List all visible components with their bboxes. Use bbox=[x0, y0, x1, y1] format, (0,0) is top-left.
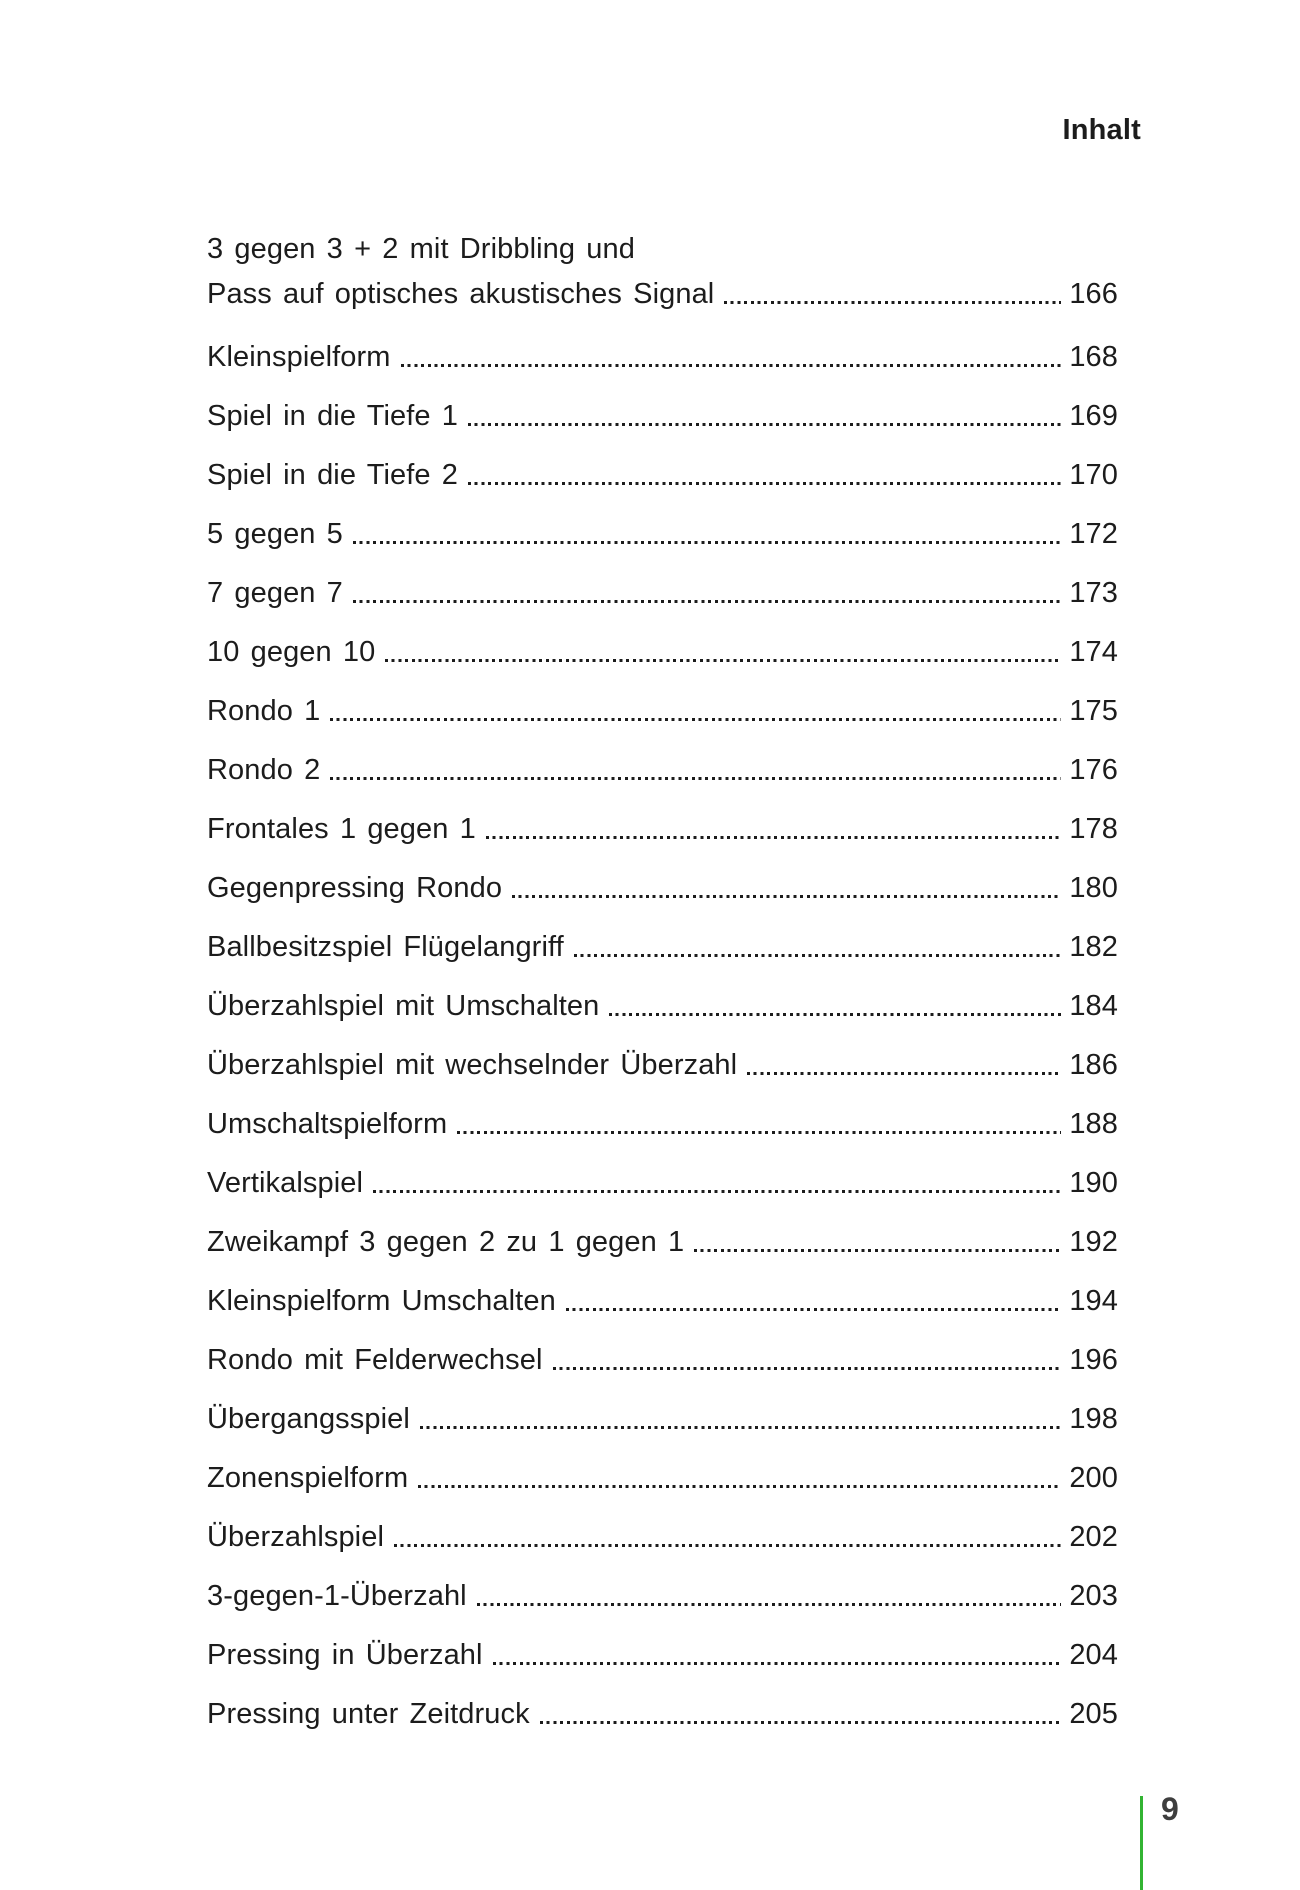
toc-entry bbox=[207, 1636, 1118, 1672]
toc-entry-title: Ballbesitzspiel Flügelangriff bbox=[207, 931, 564, 963]
toc-dot-leader bbox=[394, 1544, 1061, 1547]
toc-dot-leader bbox=[512, 895, 1061, 898]
toc-dot-leader bbox=[694, 1249, 1061, 1252]
toc-dot-leader bbox=[385, 659, 1061, 662]
toc-entry bbox=[207, 1105, 1118, 1141]
toc-entry-title: Pressing unter Zeitdruck bbox=[207, 1698, 530, 1730]
toc-entry-title: Kleinspielform Umschalten bbox=[207, 1285, 556, 1317]
toc-entry-title: Gegenpressing Rondo bbox=[207, 872, 503, 904]
toc-entry-page: 173 bbox=[1069, 577, 1118, 609]
toc-entry-title: Pressing in Überzahl bbox=[207, 1639, 483, 1671]
toc-dot-leader bbox=[747, 1072, 1061, 1075]
toc-entry bbox=[207, 751, 1118, 787]
toc-entry-page: 186 bbox=[1069, 1049, 1118, 1081]
toc-dot-leader bbox=[486, 836, 1061, 839]
toc-dot-leader bbox=[457, 1131, 1061, 1134]
toc-entry bbox=[207, 1164, 1118, 1200]
toc-dot-leader bbox=[477, 1603, 1062, 1606]
toc-entry bbox=[207, 275, 1118, 311]
toc-entry-title: 5 gegen 5 bbox=[207, 518, 343, 550]
toc-entry-page: 196 bbox=[1069, 1344, 1118, 1376]
toc-dot-leader bbox=[353, 541, 1061, 544]
toc-entry-title: Spiel in die Tiefe 1 bbox=[207, 400, 458, 432]
toc-entry-page: 174 bbox=[1069, 636, 1118, 668]
toc-entry-page: 205 bbox=[1069, 1698, 1118, 1730]
toc-entry-page: 198 bbox=[1069, 1403, 1118, 1435]
toc-dot-leader bbox=[566, 1308, 1062, 1311]
toc-dot-leader bbox=[330, 718, 1061, 721]
toc-entry-title: 10 gegen 10 bbox=[207, 636, 376, 668]
toc-entry-title: 3 gegen 3 + 2 mit Dribbling und bbox=[207, 233, 635, 265]
toc-entry-page: 180 bbox=[1069, 872, 1118, 904]
toc-entry bbox=[207, 1282, 1118, 1318]
toc-entry bbox=[207, 1518, 1118, 1554]
toc-entry bbox=[207, 1577, 1118, 1613]
toc-entry bbox=[207, 456, 1118, 492]
toc-entry bbox=[207, 928, 1118, 964]
toc-entry bbox=[207, 987, 1118, 1023]
footer-accent-rule bbox=[1140, 1796, 1143, 1890]
toc-entry-page: 190 bbox=[1069, 1167, 1118, 1199]
toc-dot-leader bbox=[373, 1190, 1061, 1193]
toc-entry-page: 200 bbox=[1069, 1462, 1118, 1494]
toc-entry-page: 204 bbox=[1069, 1639, 1118, 1671]
toc-dot-leader bbox=[493, 1662, 1062, 1665]
toc-entry-title: Zonenspielform bbox=[207, 1462, 409, 1494]
toc-entry-page: 168 bbox=[1069, 341, 1118, 373]
toc-entry-title: Frontales 1 gegen 1 bbox=[207, 813, 476, 845]
toc-entry-title: Rondo mit Felderwechsel bbox=[207, 1344, 543, 1376]
toc-entry-title: Überzahlspiel bbox=[207, 1521, 384, 1553]
toc-entry-page: 170 bbox=[1069, 459, 1118, 491]
toc-entry-title: Kleinspielform bbox=[207, 341, 391, 373]
toc-dot-leader bbox=[353, 600, 1061, 603]
toc-entry-title: 7 gegen 7 bbox=[207, 577, 343, 609]
toc-entry-page: 172 bbox=[1069, 518, 1118, 550]
toc-entry bbox=[207, 1459, 1118, 1495]
toc-entry-title: Vertikalspiel bbox=[207, 1167, 364, 1199]
page-header-inhalt: Inhalt bbox=[1062, 114, 1141, 146]
toc-entry bbox=[207, 1695, 1118, 1731]
toc-entry-title: Rondo 1 bbox=[207, 695, 321, 727]
toc-dot-leader bbox=[468, 423, 1061, 426]
toc-entry bbox=[207, 515, 1118, 551]
toc-entry-page: 202 bbox=[1069, 1521, 1118, 1553]
toc-entry bbox=[207, 692, 1118, 728]
toc-dot-leader bbox=[540, 1721, 1062, 1724]
toc-entry-page: 184 bbox=[1069, 990, 1118, 1022]
toc-dot-leader bbox=[420, 1426, 1061, 1429]
toc-entry-title: Pass auf optisches akustisches Signal bbox=[207, 278, 715, 310]
page-number: 9 bbox=[1161, 1791, 1179, 1827]
toc-entry bbox=[207, 633, 1118, 669]
toc-entry-page: 175 bbox=[1069, 695, 1118, 727]
toc-dot-leader bbox=[553, 1367, 1062, 1370]
toc-entry-title: Rondo 2 bbox=[207, 754, 321, 786]
toc-entry-page: 182 bbox=[1069, 931, 1118, 963]
toc-entry-page: 194 bbox=[1069, 1285, 1118, 1317]
toc-entry-title: Überzahlspiel mit wechselnder Überzahl bbox=[207, 1049, 738, 1081]
toc-dot-leader bbox=[574, 954, 1062, 957]
toc-entry bbox=[207, 1046, 1118, 1082]
toc-dot-leader bbox=[468, 482, 1061, 485]
toc-entry-title: Spiel in die Tiefe 2 bbox=[207, 459, 458, 491]
toc-entry-wrap-line bbox=[207, 230, 1118, 266]
toc-entry-title: Umschaltspielform bbox=[207, 1108, 448, 1140]
toc-dot-leader bbox=[724, 301, 1061, 304]
toc-entry-page: 192 bbox=[1069, 1226, 1118, 1258]
toc-entry bbox=[207, 810, 1118, 846]
toc-dot-leader bbox=[401, 364, 1062, 367]
toc-entry-page: 178 bbox=[1069, 813, 1118, 845]
toc-entry bbox=[207, 869, 1118, 905]
toc-list bbox=[207, 230, 1118, 1754]
toc-entry-page: 188 bbox=[1069, 1108, 1118, 1140]
toc-entry bbox=[207, 1400, 1118, 1436]
toc-entry bbox=[207, 1341, 1118, 1377]
toc-dot-leader bbox=[330, 777, 1061, 780]
toc-entry-page: 176 bbox=[1069, 754, 1118, 786]
toc-entry-title: Übergangsspiel bbox=[207, 1403, 410, 1435]
toc-entry-title: Zweikampf 3 gegen 2 zu 1 gegen 1 bbox=[207, 1226, 685, 1258]
toc-entry-title: Überzahlspiel mit Umschalten bbox=[207, 990, 600, 1022]
toc-entry-page: 203 bbox=[1069, 1580, 1118, 1612]
toc-entry bbox=[207, 1223, 1118, 1259]
toc-entry bbox=[207, 338, 1118, 374]
toc-entry-page: 169 bbox=[1069, 400, 1118, 432]
toc-dot-leader bbox=[609, 1013, 1061, 1016]
toc-entry-page: 166 bbox=[1069, 278, 1118, 310]
toc-entry bbox=[207, 397, 1118, 433]
toc-dot-leader bbox=[418, 1485, 1061, 1488]
toc-entry bbox=[207, 574, 1118, 610]
toc-entry-title: 3-gegen-1-Überzahl bbox=[207, 1580, 467, 1612]
